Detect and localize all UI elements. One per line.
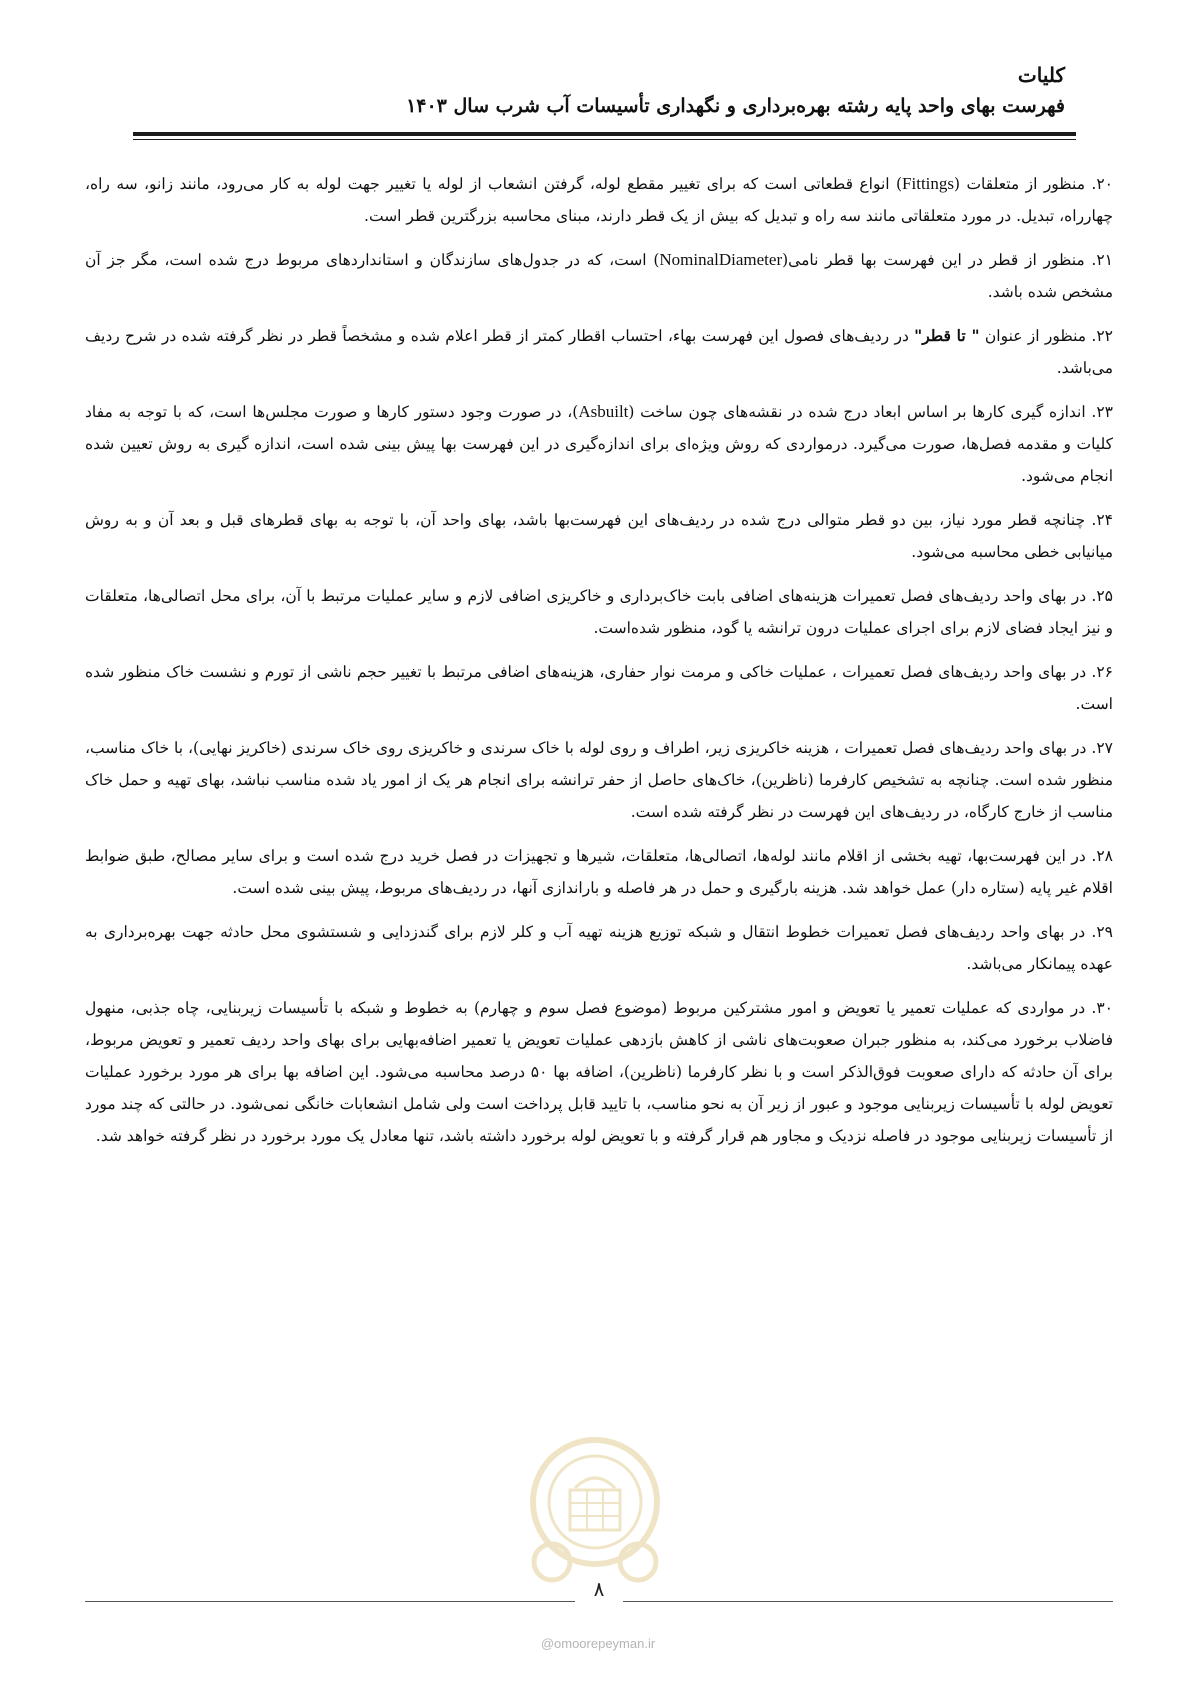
clause-21 [85, 244, 1113, 308]
clause-text: در بهای واحد ردیف‌های فصل تعمیرات ، عملیات خاکی و مرمت نوار حفاری، هزینه‌های اضافی مرتبط با تغییر حجم ناشی از تورم و نشست خاک منظور شده است. [85, 663, 1113, 713]
page-number: ۸ [593, 1577, 605, 1601]
clause-number: ۲۵. [1091, 587, 1113, 605]
clause-28 [85, 840, 1113, 904]
clause-29 [85, 916, 1113, 980]
clause-text: چنانچه قطر مورد نیاز، بین دو قطر متوالی درج شده در ردیف‌های این فهرست‌بها باشد، بهای واحد آن، با توجه به بهای قطرهای قبل و بعد آن و به روش میانیابی خطی محاسبه می‌شود. [85, 511, 1113, 561]
clause-number: ۲۰. [1091, 175, 1114, 193]
header-rule-thick [133, 132, 1076, 136]
clause-text: اندازه گیری کارها بر اساس ابعاد درج شده در نقشه‌های چون ساخت ( [628, 403, 1092, 421]
clause-24 [85, 504, 1113, 568]
clause-text: منظور از عنوان [979, 327, 1092, 345]
clause-number: ۲۱. [1091, 251, 1113, 269]
page-header [123, 60, 1065, 120]
clause-bold-term: " تا قطر" [914, 326, 980, 345]
clause-22 [85, 320, 1113, 384]
clause-number: ۲۷. [1091, 739, 1113, 757]
clause-text: در مواردی که عملیات تعمیر یا تعویض و امور مشترکین مربوط (موضوع فصل سوم و چهارم) به خطوط و شبکه با تأسیسات زیربنایی، چاه جذبی، منهول فاضلاب برخورد می‌کند، به منظور جبران صعوبت‌های ناشی از کاهش بازدهی عملیات تعویض یا تعمیر اضافه‌بهایی برای بهای واحد ردیف تعمیر و تعویض مربوط، برای آن حادثه که دارای صعوبت فوق‌الذکر است و با نظر کارفرما (ناظرین)، اضافه بها ۵۰ درصد محاسبه می‌شود. این اضافه بها برای هر مورد برخورد عملیات تعویض لوله با تأسیسات زیربنایی موجود و عبور از زیر آن به نحو مناسب، با تایید قابل پرداخت است ولی شامل انشعابات خانگی نمی‌شود. در حالتی که چند مورد از تأسیسات زیربنایی موجود در فاصله نزدیک و مجاور هم قرار گرفته و با تعویض لوله برخورد داشته باشد، تنها معادل یک مورد برخورد در نظر گرفته خواهد شد. [85, 999, 1113, 1145]
clause-27 [85, 732, 1113, 828]
clause-number: ۲۹. [1091, 923, 1113, 941]
clause-text: منظور از متعلقات ( [954, 175, 1092, 193]
clause-text: منظور از قطر در این فهرست بها قطر نامی( [782, 251, 1092, 269]
clause-text: )، در صورت وجود دستور کارها و صورت مجلس‌ها است، که با توجه به مفاد کلیات و مقدمه فصل‌ها، صورت می‌گیرد. درمواردی که روش ویژه‌ای برای اندازه‌گیری در این فهرست بها پیش بینی شده است، اندازه گیری به روش تعیین شده انجام می‌شود. [85, 403, 1113, 485]
clause-number: ۲۶. [1091, 663, 1113, 681]
clause-latin-term: Fittings [902, 174, 955, 193]
clause-30 [85, 992, 1113, 1152]
clause-text: در بهای واحد ردیف‌های فصل تعمیرات خطوط انتقال و شبکه توزیع هزینه تهیه آب و کلر لازم برای گندزدایی و شستشوی محل حادثه جهت بهره‌برداری به عهده پیمانکار می‌باشد. [85, 923, 1113, 973]
clause-number: ۲۳. [1091, 403, 1113, 421]
clause-text: در ردیف‌های فصول این فهرست بهاء، احتساب اقطار کمتر از قطر اعلام شده و مشخصاً قطر در نظر گرفته شده در شرح ردیف می‌باشد. [85, 327, 1113, 377]
clause-20 [85, 168, 1113, 232]
clause-latin-term: NominalDiameter [659, 250, 783, 269]
header-rule-thin [133, 139, 1076, 140]
footer-rule-right [623, 1601, 1113, 1602]
clause-text: در بهای واحد ردیف‌های فصل تعمیرات ، هزینه خاکریزی زیر، اطراف و روی لوله با خاک سرندی و خاکریزی روی خاک سرندی (خاکریز نهایی)، با خاک مناسب، منظور شده است. چنانچه به تشخیص کارفرما (ناظرین)، خاک‌های حاصل از حفر ترانشه برای انجام هر یک از امور یاد شده مناسب نباشد، بهای تهیه و حمل خاک مناسب از خارج کارگاه، در ردیف‌های این فهرست در نظر گرفته شده است. [85, 739, 1113, 821]
clause-number: ۲۲. [1091, 327, 1113, 345]
section-title: کلیات [1017, 63, 1065, 87]
document-title: فهرست بهای واحد پایه رشته بهره‌برداری و نگهداری تأسیسات آب شرب سال ۱۴۰۳ [406, 95, 1065, 117]
clause-text: در بهای واحد ردیف‌های فصل تعمیرات هزینه‌های اضافی بابت خاک‌برداری و خاکریزی اضافی لازم و سایر عملیات مرتبط با آن، برای محل اتصالی‌ها، متعلقات و نیز ایجاد فضای لازم برای اجرای عملیات درون ترانشه یا گود، منظور شده‌است. [85, 587, 1113, 637]
watermark-text: @omoorepeyman.ir [540, 1636, 656, 1651]
clause-number: ۲۸. [1091, 847, 1113, 865]
clause-number: ۳۰. [1091, 999, 1113, 1017]
clause-23 [85, 396, 1113, 492]
clause-text: در این فهرست‌بها، تهیه بخشی از اقلام مانند لوله‌ها، اتصالی‌ها، متعلقات، شیرها و تجهیزات در فصل خرید درج شده است و برای سایر مصالح، طبق ضوابط اقلام غیر پایه (ستاره دار) عمل خواهد شد. هزینه بارگیری و حمل در هر فاصله و باراندازی آنها، در ردیف‌های مربوط، پیش بینی شده است. [85, 847, 1113, 897]
clause-number: ۲۴. [1091, 511, 1113, 529]
clause-text: ) است، که در جدول‌های سازندگان و استانداردهای مربوط درج شده است، مگر جز آن مشخص شده باشد. [85, 251, 1113, 301]
clause-latin-term: Asbuilt [578, 402, 629, 421]
clause-26 [85, 656, 1113, 720]
clause-25 [85, 580, 1113, 644]
body-content [85, 168, 1113, 1164]
watermark-seal-icon [520, 1430, 670, 1590]
clause-text: ) انواع قطعاتی است که برای تغییر مقطع لوله، گرفتن انشعاب از لوله یا تغییر جهت لوله به کار می‌رود، مانند زانو، سه راه، چهارراه، تبدیل. در مورد متعلقاتی مانند سه راه و تبدیل که بیش از یک قطر دارند، مبنای محاسبه بزرگترین قطر است. [85, 175, 1113, 225]
footer-rule-left [85, 1601, 575, 1602]
